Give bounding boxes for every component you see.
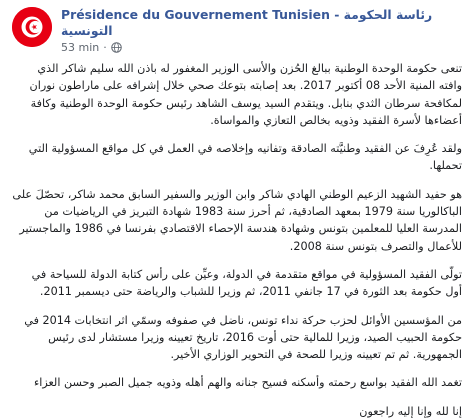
meta-separator: · [103,41,107,54]
post-paragraph-3: هو حفيد الشهيد الزعيم الوطني الهادي شاكر وابن الوزير والسفير السابق محمد شاكر، تحصّلَ على الباكالوريا سنة 1979 بمعهد الصادقية، ثم أحرز سنة 1983 شهادة التبريز في الرياضيات من المدرسة العليا للمعلمين بتونس وشهادة هندسة الإحصاء الاقتصادي بفرنسا في 1986 والماجستير للأعمال والتصرف بتونس سنة 2008. [12,187,462,253]
post-meta [61,41,462,54]
globe-icon[interactable] [111,42,122,53]
page-name-link[interactable] [61,7,462,39]
post-header [12,7,462,59]
post-paragraph-5: من المؤسسين الأوائل لحزب حركة نداء تونس، ناضل في صفوفه وسمّي اثر انتخابات 2014 في حكومة الحبيب الصيد، وزيرا للمالية حتى أوت 2016، تاريخ تعيينه وزيرا مستشار لدى رئيس الجمهورية. ثم تم تعيينه وزيرا للصحة في التحوير الوزاري الأخير. [24,313,462,362]
page-name-fr[interactable]: Présidence du Gouvernement Tunisien - [61,7,344,22]
post-paragraph-6: تغمد الله الفقيد بواسع رحمته وأسكنه فسيح جنانه والهم أهله وذويه جميل الصبر وحسن العزاء [33,376,462,390]
post-paragraph-4: تولّى الفقيد المسؤولية في مواقع متقدمة في الدولة، وعيِّن على رأس كتابة الدولة للسياحة في أول حكومة بعد الثورة في 17 جانفي 2011، ثم وزيرا للشباب والرياضة حتى ديسمبر 2011. [31,267,462,299]
page-avatar[interactable] [12,7,52,47]
post-paragraph-2: ولقد عُرِفَ عن الفقيد وطنيَّته الصادقة وتفانيه وإخلاصه في العمل في كل مواقع المسؤولية التي تحملها. [28,142,462,173]
post-paragraph-1: تنعى حكومة الوحدة الوطنية ببالغ الحُزن والأسى الوزير المغفور له باذن الله سليم شاكر الذي وافته المنية الأحد 08 أكتوبر 2017. بعد إصابته بتوعك صحي خلال إشرافه على ماراطون نوران لمكافحة سرطان الثدي بنابل. ويتقدم السيد يوسف الشاهد رئيس حكومة الوحدة الوطنية وكافة أعضاءها لأسرة الفقيد وذويه بخالص التعازي والمواساة. [29,62,462,127]
post-body [12,60,462,420]
tunisian-flag-icon [12,7,52,47]
page-name-ar-1[interactable]: رئاسة الحكومة [343,7,433,22]
post-header-text [61,7,462,54]
post-timestamp[interactable]: 53 min [61,41,100,54]
post-paragraph-7: إنا لله وإنا إليه راجعون [359,404,462,418]
page-name-ar-2[interactable]: التونسية [61,23,113,38]
